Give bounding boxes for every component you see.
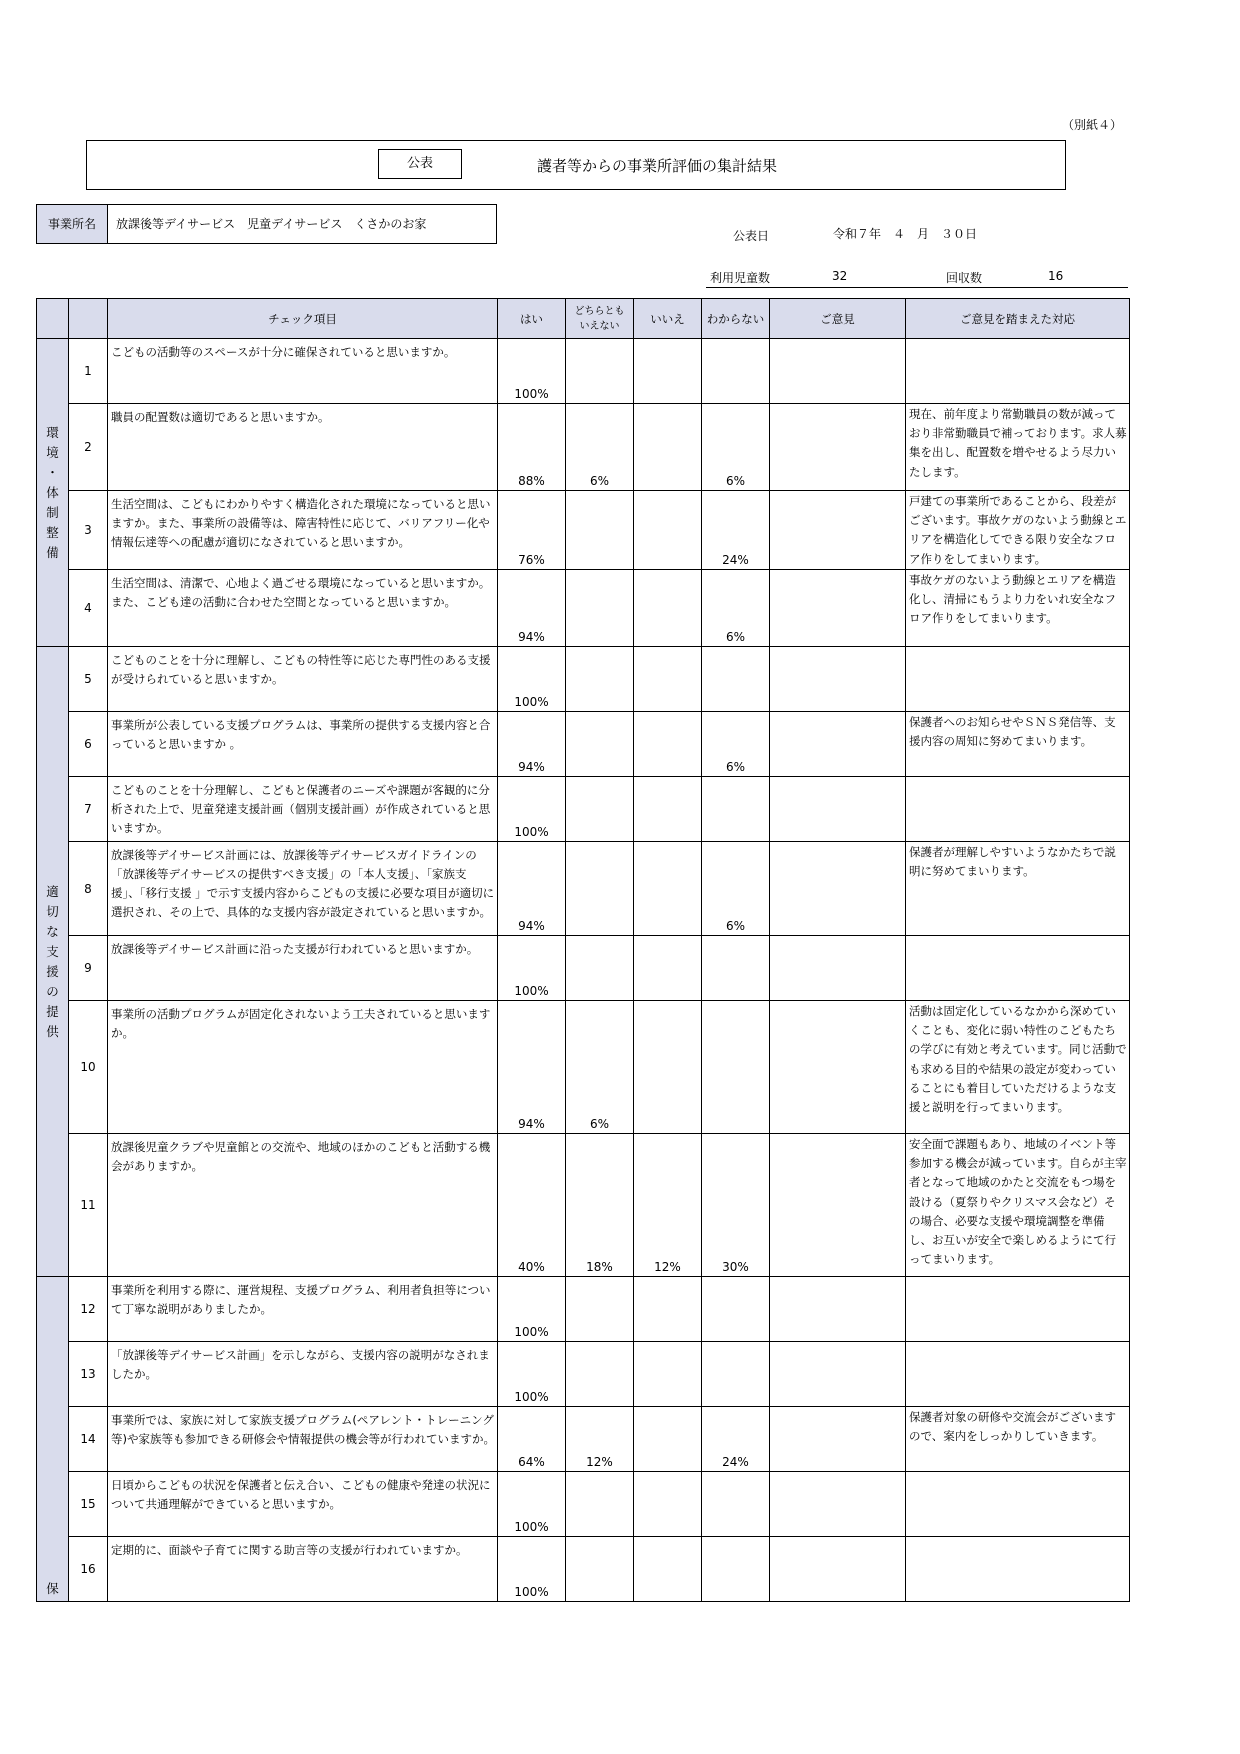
opinion-cell: [770, 647, 906, 712]
answer-neither: 12%: [566, 1407, 634, 1472]
opinion-cell: [770, 339, 906, 404]
answer-unknown: [702, 647, 770, 712]
answer-neither: [566, 842, 634, 936]
answer-no: [634, 647, 702, 712]
row-number: 1: [69, 339, 108, 404]
header-neither: どちらとも いえない: [566, 299, 634, 339]
table-row: [37, 936, 1130, 1001]
answer-no: 12%: [634, 1134, 702, 1277]
check-item-text: 事業所が公表している支援プログラムは、事業所の提供する支援内容と合っていると思いますか 。: [108, 712, 498, 777]
answer-yes: 94%: [498, 842, 566, 936]
category-char: 支: [46, 943, 59, 959]
answer-unknown: [702, 1472, 770, 1537]
response-cell: 活動は固定化しているなかから深めていくことも、変化に弱い特性のこどもたちの学びに有効と考えています。同じ活動でも求める目的や結果の設定が変わっていることにも着目していただけるような支援と説明を行ってまいります。: [906, 1001, 1130, 1134]
opinion-cell: [770, 570, 906, 647]
answer-unknown: 30%: [702, 1134, 770, 1277]
answer-neither: [566, 1277, 634, 1342]
answer-no: [634, 1342, 702, 1407]
check-item-text: 日頃からこどもの状況を保護者と伝え合い、こどもの健康や発達の状況について共通理解ができていると思いますか。: [108, 1472, 498, 1537]
answer-neither: [566, 777, 634, 842]
opinion-cell: [770, 777, 906, 842]
category-char: 環: [46, 424, 59, 440]
answer-no: [634, 1277, 702, 1342]
category-char: 体: [46, 484, 59, 500]
answer-neither: 18%: [566, 1134, 634, 1277]
category-char: 適: [46, 883, 59, 899]
answer-neither: [566, 1537, 634, 1602]
answer-unknown: 6%: [702, 404, 770, 491]
header-divider: [706, 287, 1128, 288]
check-item-text: こどものことを十分に理解し、こどもの特性等に応じた専門性のある支援が受けられていると思いますか。: [108, 647, 498, 712]
row-number: 5: [69, 647, 108, 712]
table-row: [37, 404, 1130, 491]
answer-unknown: 6%: [702, 570, 770, 647]
category-cell: [37, 1277, 69, 1602]
answer-yes: 94%: [498, 570, 566, 647]
check-item-text: 放課後児童クラブや児童館との交流や、地域のほかのこどもと活動する機会がありますか。: [108, 1134, 498, 1277]
header-blank-2: [69, 299, 108, 339]
check-item-text: 「放課後等デイサービス計画」を示しながら、支援内容の説明がなされましたか。: [108, 1342, 498, 1407]
response-cell: [906, 339, 1130, 404]
answer-yes: 100%: [498, 1472, 566, 1537]
answer-unknown: [702, 1277, 770, 1342]
table-row: [37, 570, 1130, 647]
answer-yes: 40%: [498, 1134, 566, 1277]
response-cell: 戸建ての事業所であることから、段差がございます。事故ケガのないよう動線とエリアを構造化してできる限り安全なフロア作りをしてまいります。: [906, 491, 1130, 570]
opinion-cell: [770, 1277, 906, 1342]
row-number: 4: [69, 570, 108, 647]
category-char: 境: [46, 444, 59, 460]
opinion-cell: [770, 1342, 906, 1407]
check-item-text: 事業所では、家族に対して家族支援プログラム(ペアレント・トレーニング等)や家族等も参加できる研修会や情報提供の機会等が行われていますか。: [108, 1407, 498, 1472]
answer-yes: 100%: [498, 1342, 566, 1407]
category-char: 援: [46, 963, 59, 979]
table-row: [37, 647, 1130, 712]
users-count-value: 32: [832, 269, 848, 283]
publish-date-value: 令和７年 ４ 月 ３０日: [833, 227, 978, 241]
answer-unknown: [702, 1342, 770, 1407]
answer-no: [634, 404, 702, 491]
response-cell: 事故ケガのないよう動線とエリアを構造化し、清掃にもうより力をいれ安全なフロア作りをしてまいります。: [906, 570, 1130, 647]
response-cell: 安全面で課題もあり、地域のイベント等参加する機会が減っています。自らが主宰者となって地域のかたと交流をもつ場を設ける（夏祭りやクリスマス会など）その場合、必要な支援や環境調整を準備し、お互いが安全で楽しめるようにて行ってまいります。: [906, 1134, 1130, 1277]
table-row: [37, 1001, 1130, 1134]
publish-date-label: 公表日: [733, 229, 770, 243]
row-number: 3: [69, 491, 108, 570]
check-item-text: 定期的に、面談や子育てに関する助言等の支援が行われていますか。: [108, 1537, 498, 1602]
answer-unknown: 24%: [702, 491, 770, 570]
category-char: な: [46, 923, 59, 939]
check-item-text: こどものことを十分理解し、こどもと保護者のニーズや課題が客観的に分析された上で、児童発達支援計画（個別支援計画）が作成されていると思いますか。: [108, 777, 498, 842]
answer-unknown: [702, 936, 770, 1001]
response-cell: [906, 647, 1130, 712]
table-row: [37, 339, 1130, 404]
response-cell: 現在、前年度より常勤職員の数が減っており非常勤職員で補っております。求人募集を出し、配置数を増やせるよう尽力いたします。: [906, 404, 1130, 491]
category-char: 提: [46, 1003, 59, 1019]
answer-neither: [566, 491, 634, 570]
header-no: いいえ: [634, 299, 702, 339]
row-number: 9: [69, 936, 108, 1001]
answer-neither: [566, 936, 634, 1001]
table-row: [37, 1537, 1130, 1602]
check-item-text: 生活空間は、清潔で、心地よく過ごせる環境になっていると思いますか。また、こども達の活動に合わせた空間となっていると思いますか。: [108, 570, 498, 647]
check-item-text: こどもの活動等のスペースが十分に確保されていると思いますか。: [108, 339, 498, 404]
header-blank-1: [37, 299, 69, 339]
check-item-text: 職員の配置数は適切であると思いますか。: [108, 404, 498, 491]
office-name-label: 事業所名: [37, 205, 108, 243]
answer-yes: 100%: [498, 777, 566, 842]
answer-yes: 100%: [498, 647, 566, 712]
category-char: 制: [46, 504, 59, 520]
opinion-cell: [770, 1407, 906, 1472]
category-char: 供: [46, 1023, 59, 1039]
answer-unknown: [702, 1537, 770, 1602]
answer-neither: [566, 647, 634, 712]
answer-neither: [566, 339, 634, 404]
answer-unknown: [702, 777, 770, 842]
header-unknown: わからない: [702, 299, 770, 339]
response-cell: [906, 1537, 1130, 1602]
opinion-cell: [770, 1001, 906, 1134]
answer-no: [634, 570, 702, 647]
category-cell: [37, 647, 69, 1277]
table-row: [37, 491, 1130, 570]
page-title: 護者等からの事業所評価の集計結果: [537, 157, 778, 175]
answer-neither: [566, 712, 634, 777]
response-cell: 保護者が理解しやすいようなかたちで説明に努めてまいります。: [906, 842, 1130, 936]
header-yes: はい: [498, 299, 566, 339]
header-opinion: ご意見: [770, 299, 906, 339]
response-cell: [906, 936, 1130, 1001]
row-number: 16: [69, 1537, 108, 1602]
answer-no: [634, 491, 702, 570]
collected-count-label: 回収数: [946, 271, 983, 285]
category-char: 切: [46, 903, 59, 919]
opinion-cell: [770, 491, 906, 570]
answer-unknown: 24%: [702, 1407, 770, 1472]
category-char: の: [46, 983, 59, 999]
answer-no: [634, 777, 702, 842]
answer-no: [634, 936, 702, 1001]
table-row: [37, 1472, 1130, 1537]
answer-neither: [566, 1472, 634, 1537]
check-item-text: 生活空間は、こどもにわかりやすく構造化された環境になっていると思いますか。また、事業所の設備等は、障害特性に応じて、バリアフリー化や情報伝達等への配慮が適切になされていると思いますか。: [108, 491, 498, 570]
header-check-item: チェック項目: [108, 299, 498, 339]
row-number: 8: [69, 842, 108, 936]
check-item-text: 放課後等デイサービス計画に沿った支援が行われていると思いますか。: [108, 936, 498, 1001]
table-row: [37, 1134, 1130, 1277]
table-row: [37, 1342, 1130, 1407]
office-name-box: [36, 204, 497, 244]
title-box: [86, 140, 1066, 190]
opinion-cell: [770, 404, 906, 491]
table-row: [37, 712, 1130, 777]
answer-yes: 94%: [498, 1001, 566, 1134]
row-number: 14: [69, 1407, 108, 1472]
category-char: ・: [46, 464, 59, 480]
answer-yes: 76%: [498, 491, 566, 570]
response-cell: [906, 1472, 1130, 1537]
response-cell: 保護者へのお知らせやＳＮＳ発信等、支援内容の周知に努めてまいります。: [906, 712, 1130, 777]
answer-yes: 94%: [498, 712, 566, 777]
row-number: 12: [69, 1277, 108, 1342]
table-header-row: [37, 299, 1130, 339]
table-row: [37, 842, 1130, 936]
answer-yes: 100%: [498, 1277, 566, 1342]
answer-unknown: 6%: [702, 712, 770, 777]
answer-no: [634, 1472, 702, 1537]
check-item-text: 事業所の活動プログラムが固定化されないよう工夫されていると思いますか。: [108, 1001, 498, 1134]
answer-no: [634, 842, 702, 936]
opinion-cell: [770, 936, 906, 1001]
collected-count-value: 16: [1048, 269, 1064, 283]
answer-neither: 6%: [566, 1001, 634, 1134]
response-cell: 保護者対象の研修や交流会がございますので、案内をしっかりしていきます。: [906, 1407, 1130, 1472]
category-cell: [37, 339, 69, 647]
opinion-cell: [770, 1537, 906, 1602]
answer-no: [634, 712, 702, 777]
row-number: 10: [69, 1001, 108, 1134]
opinion-cell: [770, 1134, 906, 1277]
office-name-value: 放課後等デイサービス 児童デイサービス くさかのお家: [116, 217, 427, 231]
answer-unknown: [702, 339, 770, 404]
row-number: 15: [69, 1472, 108, 1537]
category-char: 備: [46, 544, 59, 560]
category-char: 整: [46, 524, 59, 540]
answer-neither: [566, 1342, 634, 1407]
answer-unknown: [702, 1001, 770, 1134]
row-number: 6: [69, 712, 108, 777]
answer-yes: 100%: [498, 339, 566, 404]
opinion-cell: [770, 712, 906, 777]
answer-yes: 64%: [498, 1407, 566, 1472]
row-number: 7: [69, 777, 108, 842]
answer-unknown: 6%: [702, 842, 770, 936]
category-char: 保: [46, 1581, 59, 1596]
annex-label: （別紙４）: [1062, 118, 1123, 132]
response-cell: [906, 777, 1130, 842]
table-row: [37, 1407, 1130, 1472]
check-item-text: 事業所を利用する際に、運営規程、支援プログラム、利用者負担等について丁寧な説明がありましたか。: [108, 1277, 498, 1342]
response-cell: [906, 1342, 1130, 1407]
opinion-cell: [770, 842, 906, 936]
opinion-cell: [770, 1472, 906, 1537]
users-count-label: 利用児童数: [710, 271, 771, 285]
evaluation-table: [36, 298, 1130, 1602]
table-row: [37, 1277, 1130, 1342]
row-number: 2: [69, 404, 108, 491]
response-cell: [906, 1277, 1130, 1342]
title-tag: 公表: [378, 149, 462, 179]
table-row: [37, 777, 1130, 842]
answer-yes: 100%: [498, 1537, 566, 1602]
check-item-text: 放課後等デイサービス計画には、放課後等デイサービスガイドラインの「放課後等デイサービスの提供すべき支援」の「本人支援」、「家族支援」、「移行支援 」で示す支援内容からこどもの支援に必要な項目が適切に選択され、その上で、具体的な支援内容が設定されていると思いますか。: [108, 842, 498, 936]
answer-no: [634, 339, 702, 404]
header-response: ご意見を踏まえた対応: [906, 299, 1130, 339]
answer-yes: 100%: [498, 936, 566, 1001]
answer-neither: [566, 570, 634, 647]
answer-no: [634, 1001, 702, 1134]
answer-yes: 88%: [498, 404, 566, 491]
answer-neither: 6%: [566, 404, 634, 491]
answer-no: [634, 1407, 702, 1472]
answer-no: [634, 1537, 702, 1602]
row-number: 11: [69, 1134, 108, 1277]
row-number: 13: [69, 1342, 108, 1407]
